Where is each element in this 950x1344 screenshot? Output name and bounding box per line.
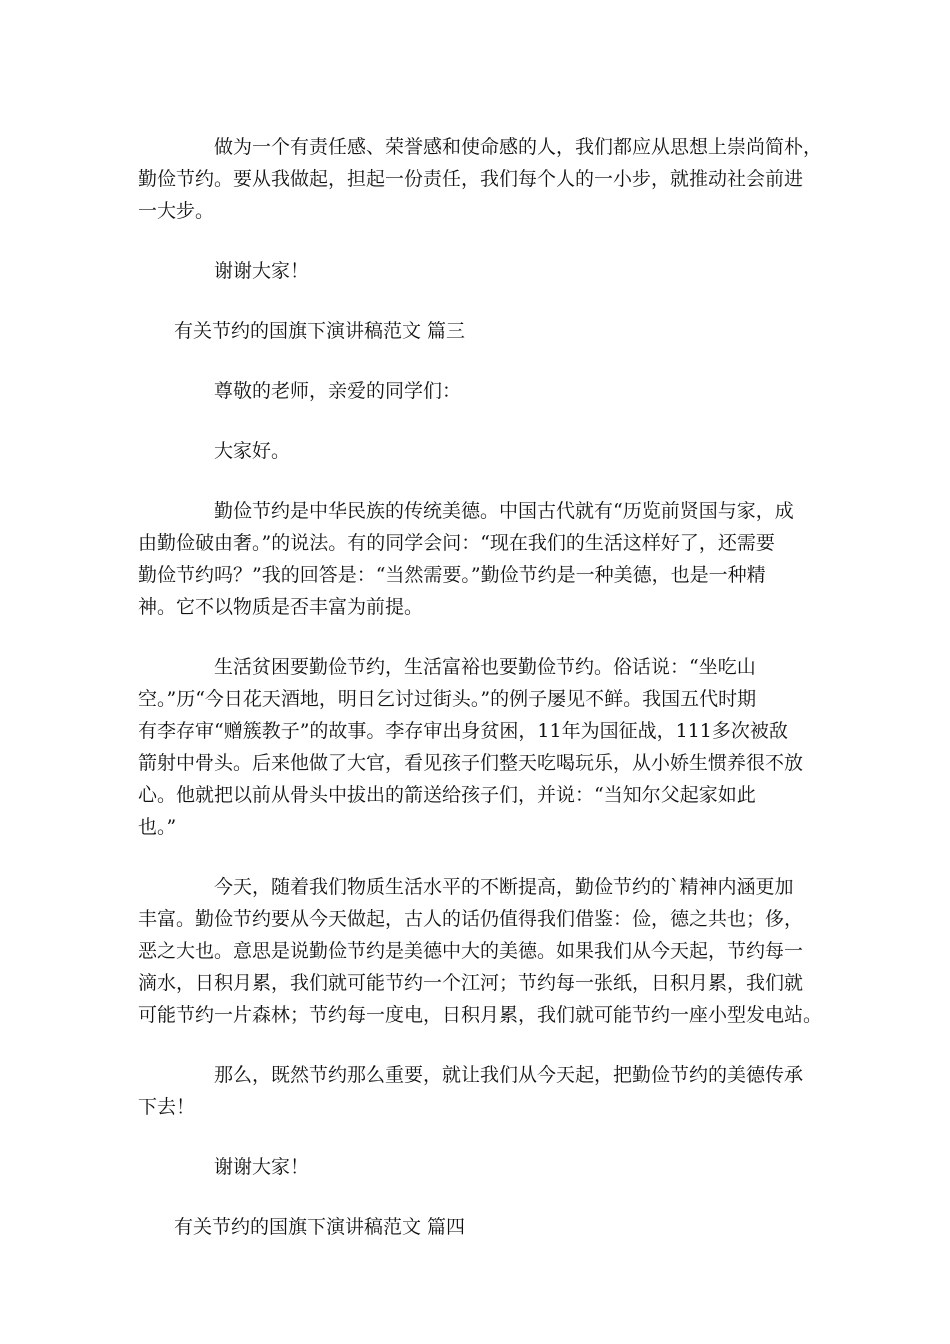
text-line: 由勤俭破由奢。”的说法。有的同学会问：“现在我们的生活这样好了，还需要 [138,532,775,554]
paragraph-today [138,871,823,1031]
text-line: 一大步。 [138,200,215,222]
section-heading-part-three [138,315,810,347]
text-line: 下去！ [138,1096,196,1118]
paragraph-tradition [138,495,810,623]
text-line: 恶之大也。意思是说勤俭节约是美德中大的美德。如果我们从今天起，节约每一 [138,940,804,962]
heading-text: 有关节约的国旗下演讲稿范文 篇三 [174,320,466,342]
paragraph-salutation [138,375,810,407]
paragraph-thanks [138,255,810,287]
text-line: 箭射中骨头。后来他做了大官，看见孩子们整天吃喝玩乐，从小娇生惯养很不放 [138,752,804,774]
text-line: 勤俭节约吗？”我的回答是：“当然需要。”勤俭节约是一种美德，也是一种精 [138,564,766,586]
text-line: 大家好。 [214,440,291,462]
text-line: 勤俭节约。要从我做起，担起一份责任，我们每个人的一小步，就推动社会前进 [138,168,804,190]
text-line: 勤俭节约是中华民族的传统美德。中国古代就有“历览前贤国与家，成 [214,500,794,522]
text-line: 丰富。勤俭节约要从今天做起，古人的话仍值得我们借鉴：俭，德之共也；侈， [138,908,804,930]
paragraph-thanks [138,1151,810,1183]
text-line: 今天，随着我们物质生活水平的不断提高，勤俭节约的`精神内涵更加 [214,876,794,898]
text-line: 尊敬的老师，亲爱的同学们： [214,380,462,402]
section-heading-part-four [138,1211,810,1243]
text-line: 心。他就把以前从骨头中拔出的箭送给孩子们，并说：“当知尔父起家如此 [138,784,756,806]
paragraph-conclusion [138,1059,810,1123]
text-line: 生活贫困要勤俭节约，生活富裕也要勤俭节约。俗话说：“坐吃山 [214,656,756,678]
text-line: 那么，既然节约那么重要，就让我们从今天起，把勤俭节约的美德传承 [214,1064,804,1086]
document-body [138,131,823,1271]
heading-text: 有关节约的国旗下演讲稿范文 篇四 [174,1216,466,1238]
text-line: 谢谢大家！ [214,260,310,282]
paragraph-story [138,651,810,843]
paragraph-responsibility [138,131,823,227]
text-line: 也。” [138,816,177,838]
text-line: 空。”历“今日花天酒地，明日乞讨过街头。”的例子屡见不鲜。我国五代时期 [138,688,757,710]
paragraph-greeting [138,435,810,467]
text-line: 滴水，日积月累，我们就可能节约一个江河；节约每一张纸，日积月累，我们就 [138,972,804,994]
text-line: 有李存审“赠簇教子”的故事。李存审出身贫困，11年为国征战，111多次被敌 [138,720,788,742]
text-line: 谢谢大家！ [214,1156,310,1178]
text-line: 做为一个有责任感、荣誉感和使命感的人，我们都应从思想上崇尚简朴， [214,136,823,158]
text-line: 可能节约一片森林；节约每一度电，日积月累，我们就可能节约一座小型发电站。 [138,1004,823,1026]
text-line: 神。它不以物质是否丰富为前提。 [138,596,424,618]
